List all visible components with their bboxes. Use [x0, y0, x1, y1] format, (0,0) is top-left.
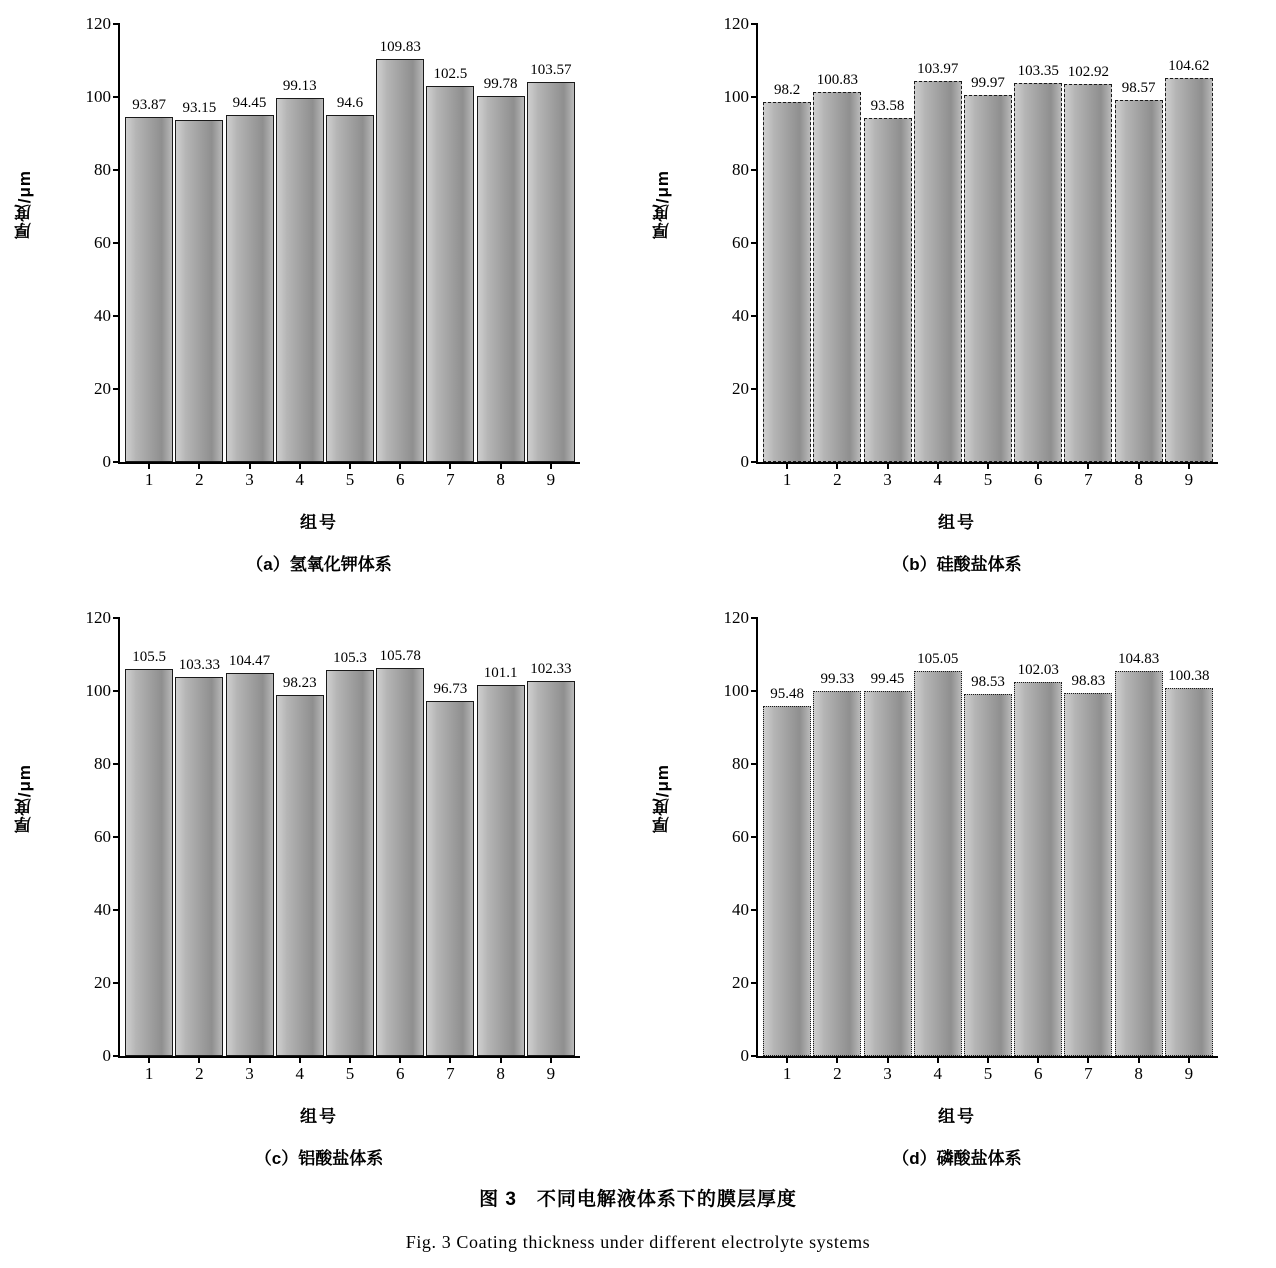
y-tick-mark	[113, 23, 120, 25]
bar-column	[528, 24, 574, 489]
y-axis-label-c: 厚度/μm	[15, 764, 34, 834]
y-tick-mark	[751, 617, 758, 619]
y-tick-mark	[113, 96, 120, 98]
x-tick-label: 7	[1084, 1064, 1093, 1083]
bar	[527, 61, 575, 462]
bar-column	[126, 618, 172, 1083]
bar-column	[277, 24, 323, 489]
y-tick-label: 20	[94, 379, 111, 398]
bar	[326, 94, 374, 462]
panel-c	[0, 594, 638, 1188]
x-tick-mark	[887, 462, 889, 469]
x-tick-label: 7	[446, 470, 455, 489]
x-axis-label-a: 组号	[300, 513, 338, 532]
bar-column	[327, 618, 373, 1083]
bar	[964, 674, 1012, 1056]
y-tick-label: 60	[94, 233, 111, 252]
x-tick-mark	[887, 1056, 889, 1063]
x-tick-mark	[1087, 1056, 1089, 1063]
bar	[426, 680, 474, 1056]
bar	[1064, 673, 1112, 1056]
bar-value-label: 95.48	[770, 685, 804, 702]
panel-b	[638, 0, 1276, 594]
y-tick-mark	[113, 1055, 120, 1057]
bar-value-label: 105.78	[379, 647, 421, 664]
plot-wrapper-d	[716, 608, 1226, 1086]
bar-column	[1166, 24, 1212, 489]
bar	[477, 665, 525, 1056]
y-axis-label-b: 厚度/μm	[653, 170, 672, 240]
x-tick-mark	[198, 462, 200, 469]
plot-wrapper-a	[78, 14, 588, 492]
x-tick-mark	[1188, 462, 1190, 469]
y-tick-label: 20	[732, 973, 749, 992]
y-tick-label: 80	[732, 753, 749, 773]
bar-value-label: 100.38	[1168, 667, 1210, 684]
y-tick-mark	[751, 242, 758, 244]
x-tick-mark	[1037, 1056, 1039, 1063]
y-tick-label: 120	[723, 608, 749, 627]
panel-a	[0, 0, 638, 594]
bar-value-label: 103.33	[178, 656, 220, 673]
bar	[226, 652, 274, 1056]
bar-column	[427, 618, 473, 1083]
bar-value-label: 105.3	[333, 649, 367, 666]
bar	[226, 95, 274, 462]
bar	[125, 97, 173, 462]
bar-column	[327, 24, 373, 489]
x-axis-label-b: 组号	[938, 513, 976, 532]
bar-series	[120, 24, 580, 489]
y-tick-label: 80	[94, 159, 111, 179]
y-tick-mark	[751, 690, 758, 692]
bar	[763, 685, 811, 1057]
bar-column	[277, 618, 323, 1083]
bar	[276, 675, 324, 1056]
bar	[175, 100, 223, 462]
x-tick-label: 8	[1134, 470, 1143, 489]
x-axis-label-c: 组号	[300, 1107, 338, 1126]
bar	[276, 78, 324, 462]
y-tick-label: 100	[85, 86, 111, 106]
x-tick-mark	[399, 1056, 401, 1063]
bar-column	[1015, 618, 1061, 1083]
figure-title-cn: 图 3 不同电解液体系下的膜层厚度	[479, 1189, 797, 1210]
x-tick-label: 4	[295, 1064, 305, 1083]
bar-value-label: 99.97	[971, 75, 1005, 92]
plot-area-b	[723, 14, 1218, 489]
x-tick-label: 3	[245, 1064, 254, 1083]
x-tick-label: 9	[546, 1064, 556, 1083]
bar-column	[126, 24, 172, 489]
panel-caption-b: （b）硅酸盐体系	[892, 555, 1022, 574]
y-tick-mark	[751, 96, 758, 98]
y-tick-label: 60	[94, 827, 111, 846]
bar	[426, 65, 474, 462]
figure-title-en: Fig. 3 Coating thickness under different electrolyte systems	[405, 1232, 871, 1252]
bar-series	[758, 618, 1218, 1083]
y-axis-label-d: 厚度/μm	[653, 764, 672, 834]
x-tick-label: 2	[195, 1064, 204, 1083]
y-tick-label: 40	[94, 899, 111, 919]
panel-caption-c: （c）铝酸盐体系	[254, 1149, 384, 1168]
y-tick-label: 20	[94, 973, 111, 992]
bar-value-label: 99.33	[820, 671, 855, 688]
bar-column	[227, 618, 273, 1083]
x-tick-mark	[1087, 462, 1089, 469]
x-tick-mark	[349, 462, 351, 469]
x-tick-label: 8	[1134, 1064, 1143, 1083]
bar-column	[377, 618, 423, 1083]
bar-column	[1065, 618, 1111, 1083]
plot-wrapper-c	[78, 608, 588, 1086]
y-tick-label: 20	[732, 379, 749, 398]
y-tick-mark	[113, 763, 120, 765]
y-tick-mark	[113, 388, 120, 390]
x-tick-mark	[836, 1056, 838, 1063]
x-tick-label: 3	[245, 470, 254, 489]
bar-value-label: 94.45	[232, 95, 267, 112]
bar	[1165, 58, 1213, 462]
bar-column	[1116, 618, 1162, 1083]
panel-caption-d: （d）磷酸盐体系	[892, 1149, 1022, 1168]
bar	[1115, 80, 1163, 462]
x-tick-label: 1	[144, 1064, 154, 1083]
bar-column	[865, 24, 911, 489]
x-tick-label: 7	[446, 1064, 455, 1083]
x-tick-mark	[500, 462, 502, 469]
bar-value-label: 109.83	[379, 39, 421, 56]
x-tick-mark	[1138, 462, 1140, 469]
bar-column	[176, 618, 222, 1083]
bar-value-label: 102.33	[530, 660, 572, 677]
bar	[376, 647, 424, 1056]
bar-value-label: 99.45	[870, 671, 905, 688]
y-tick-label: 100	[85, 680, 111, 700]
bar-column	[528, 618, 574, 1083]
bar	[527, 660, 575, 1057]
x-tick-label: 9	[546, 470, 556, 489]
bar-column	[478, 618, 524, 1083]
panel-d	[638, 594, 1276, 1188]
x-tick-mark	[1188, 1056, 1190, 1063]
x-tick-mark	[500, 1056, 502, 1063]
x-tick-label: 5	[983, 470, 993, 489]
bar	[1064, 64, 1112, 462]
bar-value-label: 104.47	[228, 652, 271, 669]
bar-column	[814, 24, 860, 489]
y-tick-mark	[113, 909, 120, 911]
bar	[964, 75, 1012, 462]
bar	[1014, 661, 1062, 1056]
x-tick-mark	[786, 1056, 788, 1063]
y-tick-label: 80	[732, 159, 749, 179]
bar-column	[377, 24, 423, 489]
x-tick-label: 6	[395, 1064, 405, 1083]
x-tick-label: 7	[1084, 470, 1093, 489]
bar-column	[814, 618, 860, 1083]
x-tick-mark	[987, 1056, 989, 1063]
x-tick-mark	[249, 1056, 251, 1063]
x-tick-label: 1	[782, 1064, 792, 1083]
bar-column	[764, 24, 810, 489]
x-tick-label: 3	[883, 470, 892, 489]
bar-column	[176, 24, 222, 489]
bar-value-label: 103.35	[1017, 62, 1059, 79]
y-tick-mark	[113, 982, 120, 984]
bar-column	[915, 24, 961, 489]
x-tick-label: 5	[345, 1064, 355, 1083]
bar-value-label: 105.5	[132, 648, 166, 665]
x-tick-label: 2	[195, 470, 204, 489]
y-tick-label: 120	[85, 14, 111, 33]
y-tick-label: 40	[732, 899, 749, 919]
bar-column	[1166, 618, 1212, 1083]
y-tick-label: 60	[732, 827, 749, 846]
y-tick-mark	[113, 169, 120, 171]
x-tick-mark	[937, 462, 939, 469]
plot-area-a	[85, 14, 580, 489]
bar-series	[120, 618, 580, 1083]
y-tick-label: 40	[732, 305, 749, 325]
y-tick-mark	[751, 23, 758, 25]
bar-value-label: 96.73	[433, 680, 468, 697]
x-tick-label: 6	[395, 470, 405, 489]
y-tick-label: 0	[102, 1046, 111, 1065]
x-tick-label: 8	[496, 470, 505, 489]
bar	[914, 650, 962, 1056]
bar-value-label: 103.57	[530, 61, 572, 78]
bar-value-label: 98.2	[773, 81, 801, 98]
bar	[914, 60, 962, 462]
bar-column	[965, 24, 1011, 489]
bar-value-label: 102.03	[1017, 661, 1059, 678]
plot-wrapper-b	[716, 14, 1226, 492]
x-tick-mark	[299, 462, 301, 469]
y-tick-label: 0	[740, 1046, 749, 1065]
x-tick-mark	[148, 1056, 150, 1063]
bar	[477, 75, 525, 462]
x-tick-label: 5	[983, 1064, 993, 1083]
bar-column	[1065, 24, 1111, 489]
y-tick-mark	[113, 690, 120, 692]
bar	[326, 649, 374, 1056]
x-tick-mark	[550, 462, 552, 469]
y-tick-label: 100	[723, 680, 749, 700]
y-tick-mark	[751, 909, 758, 911]
x-tick-label: 2	[833, 1064, 842, 1083]
x-tick-mark	[449, 462, 451, 469]
x-tick-label: 4	[933, 1064, 943, 1083]
bar-series	[758, 24, 1218, 489]
x-tick-label: 6	[1033, 1064, 1043, 1083]
bar-value-label: 98.83	[1071, 673, 1106, 690]
x-tick-label: 1	[782, 470, 792, 489]
bar-value-label: 93.15	[182, 100, 217, 117]
bar	[1165, 667, 1213, 1056]
y-tick-mark	[113, 242, 120, 244]
bar-column	[227, 24, 273, 489]
x-tick-label: 3	[883, 1064, 892, 1083]
bar-column	[865, 618, 911, 1083]
bar-column	[478, 24, 524, 489]
bar	[763, 81, 811, 462]
x-tick-mark	[550, 1056, 552, 1063]
y-tick-mark	[113, 315, 120, 317]
bar-value-label: 98.57	[1121, 80, 1156, 97]
x-tick-mark	[198, 1056, 200, 1063]
panel-caption-a: （a）氢氧化钾体系	[246, 555, 392, 574]
x-tick-label: 4	[933, 470, 943, 489]
x-tick-label: 2	[833, 470, 842, 489]
bar-value-label: 100.83	[816, 71, 858, 88]
y-tick-mark	[751, 763, 758, 765]
bar-value-label: 99.78	[483, 75, 518, 92]
y-tick-label: 40	[94, 305, 111, 325]
bar-value-label: 104.83	[1118, 651, 1160, 668]
x-tick-mark	[786, 462, 788, 469]
x-tick-mark	[1037, 462, 1039, 469]
x-tick-label: 4	[295, 470, 305, 489]
bar	[376, 39, 424, 462]
x-tick-mark	[937, 1056, 939, 1063]
bar-column	[764, 618, 810, 1083]
y-tick-mark	[751, 315, 758, 317]
y-tick-mark	[751, 461, 758, 463]
x-tick-label: 9	[1184, 470, 1194, 489]
y-tick-label: 60	[732, 233, 749, 252]
y-axis-label-a: 厚度/μm	[15, 170, 34, 240]
bar	[1115, 651, 1163, 1056]
x-tick-mark	[299, 1056, 301, 1063]
bar-value-label: 98.53	[971, 674, 1005, 691]
x-axis-label-d: 组号	[938, 1107, 976, 1126]
bar-column	[427, 24, 473, 489]
bar	[175, 656, 223, 1056]
x-tick-mark	[1138, 1056, 1140, 1063]
bar	[813, 671, 861, 1056]
y-tick-label: 0	[102, 452, 111, 471]
x-tick-label: 9	[1184, 1064, 1194, 1083]
x-tick-label: 5	[345, 470, 355, 489]
y-tick-label: 80	[94, 753, 111, 773]
plot-area-d	[723, 608, 1218, 1083]
bar-value-label: 93.87	[132, 97, 166, 114]
y-tick-mark	[751, 1055, 758, 1057]
plot-area-c	[85, 608, 580, 1083]
bar-value-label: 101.1	[483, 665, 518, 681]
bar	[1014, 62, 1062, 462]
y-tick-mark	[751, 982, 758, 984]
bar-column	[1015, 24, 1061, 489]
bar-column	[1116, 24, 1162, 489]
bar-column	[915, 618, 961, 1083]
bar-value-label: 99.13	[282, 78, 317, 95]
x-tick-mark	[399, 462, 401, 469]
bar-value-label: 98.23	[282, 675, 317, 692]
bar	[864, 671, 912, 1056]
bar	[125, 648, 173, 1056]
y-tick-label: 100	[723, 86, 749, 106]
x-tick-label: 1	[144, 470, 154, 489]
y-tick-label: 120	[723, 14, 749, 33]
x-tick-mark	[148, 462, 150, 469]
bar-value-label: 105.05	[917, 650, 959, 667]
bar	[864, 98, 912, 462]
bar-value-label: 94.6	[336, 94, 364, 111]
bar-value-label: 102.92	[1067, 64, 1110, 81]
x-tick-label: 6	[1033, 470, 1043, 489]
y-tick-mark	[751, 388, 758, 390]
y-tick-mark	[751, 836, 758, 838]
bar	[813, 71, 861, 462]
y-tick-label: 0	[740, 452, 749, 471]
x-tick-mark	[987, 462, 989, 469]
y-tick-mark	[113, 461, 120, 463]
y-tick-mark	[113, 836, 120, 838]
y-tick-label: 120	[85, 608, 111, 627]
x-tick-mark	[349, 1056, 351, 1063]
bar-value-label: 102.5	[433, 65, 468, 82]
x-tick-label: 8	[496, 1064, 505, 1083]
x-tick-mark	[836, 462, 838, 469]
bar-value-label: 104.62	[1168, 58, 1210, 75]
bar-column	[965, 618, 1011, 1083]
y-tick-mark	[113, 617, 120, 619]
x-tick-mark	[249, 462, 251, 469]
bar-value-label: 93.58	[870, 98, 905, 115]
bar-value-label: 103.97	[917, 60, 959, 77]
x-tick-mark	[449, 1056, 451, 1063]
y-tick-mark	[751, 169, 758, 171]
